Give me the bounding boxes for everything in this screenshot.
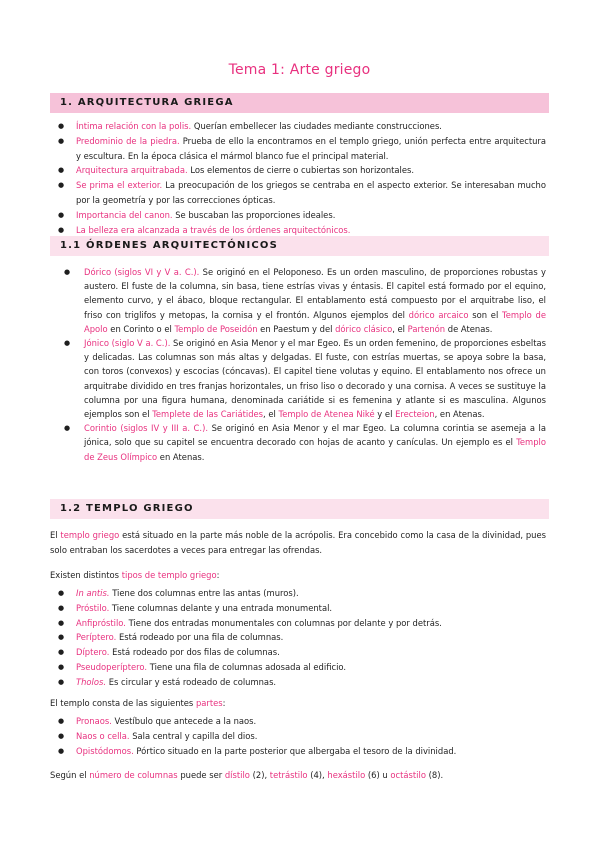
order-lead: Corintio (siglos IV y III a. C.). (84, 423, 209, 434)
item-lead: Períptero. (76, 632, 117, 643)
item-lead: Se prima el exterior. (76, 180, 163, 191)
item-lead: Anfipróstilo. (76, 617, 126, 628)
text: Se originó en Asia Menor y el mar Egeo. Es un orden femenino, de proporciones esbeltas y delicadas. Las columnas son más altas y delgadas. El fuste, con estrías muertas, se apoya sobre la basa, con toros (convexos) y escocias (cóncavas). El capitel tiene volutas y equino. El entablamento nos ofrece un arquitrabe dividido en tres franjas horizontales, un friso liso o decorado y una cornisa. A veces se sustituye la columna por una figura humana, denominada cariátide si es femenina y atlante si es masculina. Algunos ejemplos son el (84, 338, 546, 420)
highlight: número de columnas (89, 770, 178, 780)
highlight: dístilo (224, 770, 250, 780)
section-heading-band (50, 93, 549, 113)
list-item (58, 163, 546, 178)
list-item (58, 134, 546, 164)
text: son el (468, 309, 503, 320)
text: El (50, 530, 61, 540)
types-intro (50, 568, 546, 583)
item-text: Los elementos de cierre o cubiertas son horizontales. (187, 165, 415, 176)
text: (8). (425, 770, 444, 780)
item-text: Querían embellecer las ciudades mediante construcciones. (191, 121, 442, 131)
temple-intro (50, 528, 546, 558)
orders-list (64, 265, 546, 464)
list-item (58, 586, 546, 601)
section-heading: 1. ARQUITECTURA GRIEGA (60, 97, 234, 108)
text: : (216, 570, 220, 580)
item-text: Es circular y está rodeado de columnas. (106, 676, 277, 687)
item-text: Tiene una fila de columnas adosada al edificio. (147, 661, 347, 672)
text: , el (392, 323, 408, 334)
highlight: partes (195, 698, 223, 708)
text: Existen distintos (50, 570, 122, 580)
text: de Atenas. (445, 323, 493, 334)
highlight: octástilo (390, 770, 426, 780)
text: puede ser (177, 770, 225, 780)
item-text: Se buscaban las proporciones ideales. (172, 209, 336, 220)
highlight: templo griego (60, 530, 120, 540)
text: , el (263, 409, 279, 420)
text: , en Atenas. (434, 409, 485, 420)
list-item (58, 601, 546, 616)
text: en Atenas. (157, 451, 205, 462)
item-text: Tiene columnas delante y una entrada monumental. (109, 602, 333, 613)
subsection-heading: 1.1 ÓRDENES ARQUITECTÓNICOS (60, 240, 279, 251)
highlight: Templo de Atenea Niké (278, 409, 375, 420)
item-text: Prueba de ello la encontramos en el templo griego, unión perfecta entre arquitectura y escultura. En la época clásica el mármol blanco fue el principal material. (76, 135, 546, 161)
list-item (58, 208, 546, 223)
list-item (58, 630, 546, 645)
columns-count-line (50, 768, 546, 783)
item-lead: Íntima relación con la polis. (76, 121, 192, 131)
text: El templo consta de las siguientes (50, 698, 196, 708)
item-text: La preocupación de los griegos se centraba en el aspecto exterior. Se interesaban mucho por la geometría y por las correcciones ópticas. (76, 180, 546, 205)
temple-parts-list (58, 714, 546, 758)
list-item (58, 616, 546, 631)
text: en Paestum y del (257, 323, 336, 334)
item-lead: La belleza era alcanzada a través de los órdenes arquitectónicos. (76, 224, 351, 235)
text: (6) u (365, 770, 391, 780)
highlight: Partenón (407, 323, 446, 334)
item-text: Tiene dos columnas entre las antas (muros). (109, 588, 299, 598)
item-text: Está rodeado por una fila de columnas. (116, 632, 284, 643)
list-item (58, 744, 546, 759)
list-item (58, 645, 546, 660)
highlight: Templo de Poseidón (174, 323, 258, 334)
highlight: Erecteion (395, 409, 435, 420)
text: está situado en la parte más noble de la acrópolis. Era concebido como la casa de la divinidad, pues solo entraban los sacerdotes a veces para entregar las ofrendas. (50, 530, 547, 555)
item-lead: Predominio de la piedra. (76, 135, 180, 146)
item-lead: Opistódomos. (76, 745, 134, 756)
list-item (58, 660, 546, 675)
temple-types-list (58, 586, 546, 690)
list-item (58, 714, 546, 729)
item-lead: Naos o cella. (76, 730, 130, 741)
item-lead: Arquitectura arquitrabada. (76, 165, 188, 176)
highlight: dórico arcaico (408, 309, 469, 320)
highlight: Templo de Zeus Olímpico (84, 437, 546, 462)
item-lead: Díptero. (76, 647, 110, 658)
text: Se originó en el Peloponeso. Es un orden masculino, de proporciones robustas y austero. El fuste de la columna, sin basa, tiene estrías vivas y éntasis. El capitel está formado por el equino, elemento curvo, y el ábaco, bloque rectangular. El entablamento está compuesto por el arquitrabe liso, el friso con triglifos y metopas, la cornisa y el frontón. Algunos ejemplos del (84, 267, 546, 320)
item-text: Sala central y capilla del dios. (129, 730, 258, 741)
list-item (58, 119, 546, 134)
subsection-heading-band (50, 236, 549, 256)
text: y el (374, 409, 396, 420)
text: (2), (249, 770, 270, 780)
highlight: dórico clásico (335, 323, 393, 334)
text: : (222, 698, 226, 708)
subsection-heading-band (50, 499, 549, 519)
item-text: Está rodeado por dos filas de columnas. (109, 647, 280, 658)
item-text: Tiene dos entradas monumentales con columnas por delante y por detrás. (125, 617, 442, 628)
highlight: Templete de las Cariátides (152, 409, 264, 420)
highlight: hexástilo (327, 770, 366, 780)
text: Se originó en Asia Menor y el mar Egeo. La columna corintia se asemeja a la jónica, solo que su capitel se encuentra decorado con hojas de acanto y canículas. Un ejemplo es el (84, 423, 547, 448)
item-text: Pórtico situado en la parte posterior que albergaba el tesoro de la divinidad. (133, 745, 457, 756)
item-lead: Próstilo. (76, 602, 110, 613)
item-text: Vestíbulo que antecede a la naos. (111, 716, 257, 726)
item-lead: In antis. (76, 588, 110, 598)
highlight: tetrástilo (269, 770, 308, 780)
parts-intro (50, 696, 546, 711)
highlight: Templo de Apolo (84, 309, 546, 334)
item-lead: Tholos. (76, 676, 107, 687)
order-ionic (64, 336, 546, 421)
list-item (58, 729, 546, 744)
item-lead: Pronaos. (76, 716, 112, 726)
item-lead: Pseudoperíptero. (76, 661, 148, 672)
order-lead: Dórico (siglos VI y V a. C.). (84, 267, 200, 277)
page-title: Tema 1: Arte griego (228, 62, 371, 78)
order-corinthian (64, 421, 546, 464)
text: (4), (307, 770, 328, 780)
features-list (58, 119, 546, 237)
text: en Corinto o el (107, 323, 175, 334)
item-lead: Importancia del canon. (76, 209, 173, 220)
list-item (58, 178, 546, 208)
highlight: tipos de templo griego (121, 570, 217, 580)
text: Según el (50, 770, 90, 780)
subsection-heading: 1.2 TEMPLO GRIEGO (60, 503, 194, 514)
order-doric (64, 265, 546, 336)
list-item (58, 675, 546, 690)
order-lead: Jónico (siglo V a. C.). (84, 338, 171, 349)
